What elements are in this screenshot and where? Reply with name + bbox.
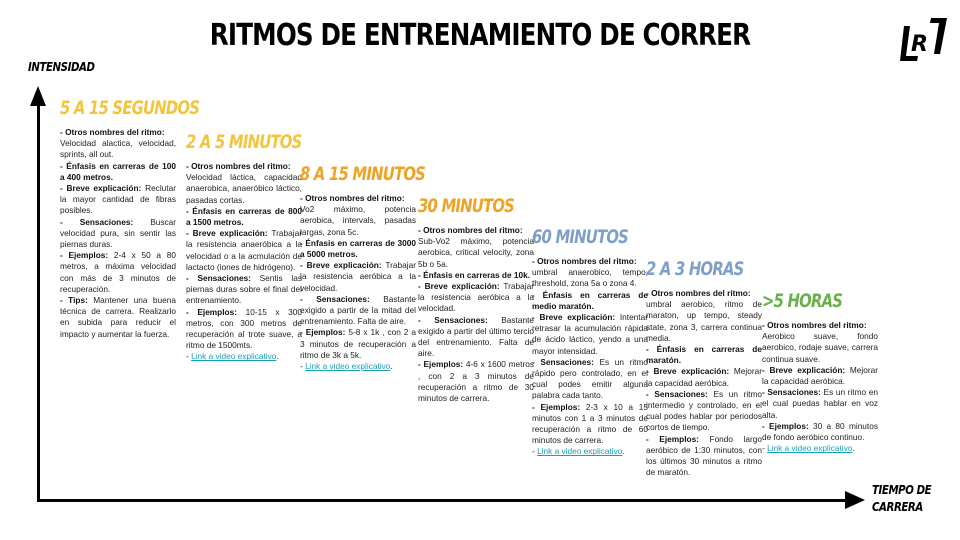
breve-label: - Breve explicación: xyxy=(186,228,268,239)
sensaciones xyxy=(418,315,534,360)
sensaciones-label: - Sensaciones: xyxy=(418,314,488,325)
enfasis xyxy=(300,238,416,260)
otros-nombres xyxy=(532,256,648,290)
otros-label: - Otros nombres del ritmo: xyxy=(762,320,867,330)
pace-heading: 2 A 5 MINUTOS xyxy=(186,131,302,153)
breve-explicacion xyxy=(762,365,878,387)
enfasis xyxy=(646,344,762,366)
y-axis-label: INTENSIDAD xyxy=(28,60,95,74)
breve-explicacion xyxy=(300,260,416,294)
link-prefix: - xyxy=(532,446,538,457)
ejemplos-text: 5-8 x 1k , con 2 a 3 minutos de recuperación a ritmo de 3k a 5k. xyxy=(300,327,417,360)
breve-label: - Breve explicación: xyxy=(300,260,382,271)
breve-label: - Breve explicación: xyxy=(418,281,500,292)
video-link-row xyxy=(186,351,302,362)
sensaciones-text: Sentis las piernas duras sobre el final del entrenamiento. xyxy=(186,273,302,306)
breve-explicacion xyxy=(418,281,534,315)
video-link[interactable]: Link a video explicativo xyxy=(537,446,623,457)
breve-explicacion xyxy=(646,366,762,388)
breve-text: Mejorar la capacidad aeróbica. xyxy=(762,364,878,387)
link-prefix: - xyxy=(762,443,768,454)
link-suffix: . xyxy=(390,361,393,372)
otros-nombres xyxy=(762,320,878,365)
ejemplos-label: - Ejemplos: xyxy=(646,433,699,444)
x-axis-label-line1: TIEMPO DE xyxy=(872,483,932,497)
pace-column xyxy=(418,195,534,404)
video-link-row xyxy=(762,443,878,454)
sensaciones-text: Es un ritmo en el cual puedas hablar en voz alta. xyxy=(762,387,878,420)
breve-text: Trabajar la resistencia aeróbica a la velocidad. xyxy=(300,260,416,293)
pace-heading: 5 A 15 SEGUNDOS xyxy=(60,97,200,119)
otros-text: Vo2 máximo, potencia aerobica, intervals, pasadas largas, zona 5c. xyxy=(300,204,416,237)
pace-column xyxy=(186,131,302,363)
ejemplos-label: - Ejemplos: xyxy=(532,401,581,412)
tips-text: Mantener una buena técnica de carrera. Realizarlo en subida para reducir el impacto y aumentar la fuerza. xyxy=(60,295,176,339)
breve-label: - Breve explicación: xyxy=(762,364,846,375)
video-link[interactable]: Link a video explicativo xyxy=(191,351,277,362)
enfasis-text: - Énfasis en carreras de 10k. xyxy=(418,269,531,280)
tips-label: - Tips: xyxy=(60,295,88,306)
pace-heading: 60 MINUTOS xyxy=(532,226,629,248)
enfasis xyxy=(532,290,648,312)
pace-column xyxy=(532,226,648,458)
ejemplos-text: Fondo largo aeróbico de 1:30 minutos, con los últimos 30 minutos a ritmo de maratón. xyxy=(646,433,763,478)
otros-nombres xyxy=(186,161,302,206)
breve-explicacion xyxy=(186,228,302,273)
otros-nombres xyxy=(60,127,176,161)
otros-text: Velocidad láctica, capacidad anaerobica, anaeróbico láctico, pasadas cortas. xyxy=(186,172,302,205)
otros-text: Velocidad alactica, velocidad, sprints, all out. xyxy=(60,138,176,160)
sensaciones-label: - Sensaciones: xyxy=(186,273,251,284)
breve-label: - Breve explicación: xyxy=(60,183,142,194)
ejemplos-label: - Ejemplos: xyxy=(762,420,809,431)
pace-heading: >5 HORAS xyxy=(762,290,843,312)
sensaciones-label: - Sensaciones: xyxy=(762,387,821,398)
x-axis-label xyxy=(872,482,931,516)
ejemplos-label: - Ejemplos: xyxy=(300,327,346,338)
breve-text: Trabajar la resistencia aeróbica a la velocidad. xyxy=(418,281,534,314)
enfasis-text: - Énfasis en carreras de 100 a 400 metros. xyxy=(60,160,176,182)
pace-column xyxy=(300,163,426,372)
video-link[interactable]: Link a video explicativo xyxy=(767,443,853,454)
video-link-row xyxy=(532,446,648,457)
sensaciones xyxy=(300,294,416,328)
enfasis-text: - Énfasis en carreras de medio maratón. xyxy=(532,289,648,311)
pace-heading: 2 A 3 HORAS xyxy=(646,258,744,280)
breve-text: Mejorar la capacidad aeróbica. xyxy=(646,366,762,388)
x-axis-arrow-icon xyxy=(845,491,865,509)
otros-nombres xyxy=(646,288,762,344)
link-prefix: - xyxy=(186,351,192,362)
ejemplos-label: - Ejemplos: xyxy=(418,359,464,370)
lr7-logo-icon xyxy=(898,12,950,64)
sensaciones xyxy=(762,387,878,421)
sensaciones xyxy=(186,273,302,307)
ejemplos-text: 30 a 80 minutos de fondo aeróbico continuo. xyxy=(762,420,878,443)
otros-label: - Otros nombres del ritmo: xyxy=(300,193,405,203)
sensaciones-text: Es un ritmo intermedio y controlado, en el cual podes hablar por periodos cortos de tiempo. xyxy=(646,388,763,433)
pace-heading: 8 A 15 MINUTOS xyxy=(300,163,426,185)
otros-label: - Otros nombres del ritmo: xyxy=(418,225,523,235)
otros-label: - Otros nombres del ritmo: xyxy=(532,256,637,266)
otros-label: - Otros nombres del ritmo: xyxy=(646,288,751,298)
sensaciones-label: - Sensaciones: xyxy=(646,388,708,399)
ejemplos xyxy=(762,421,878,443)
page-title: RITMOS DE ENTRENAMIENTO DE CORRER xyxy=(209,18,751,53)
otros-nombres xyxy=(418,225,534,270)
link-suffix: . xyxy=(276,351,279,362)
ejemplos xyxy=(418,359,534,404)
pace-column xyxy=(762,290,878,454)
enfasis xyxy=(60,161,176,183)
enfasis-text: - Énfasis en carreras de 800 a 1500 metros. xyxy=(186,205,302,228)
otros-text: umbral aerobico, ritmo de maraton, up tempo, steady state, zona 3, carrera continua media. xyxy=(646,299,762,343)
svg-text:R: R xyxy=(911,32,928,57)
otros-label: - Otros nombres del ritmo: xyxy=(60,127,165,137)
link-suffix: . xyxy=(852,443,855,454)
x-axis-label-line2: CARRERA xyxy=(872,500,923,514)
breve-label: - Breve explicación: xyxy=(646,366,730,377)
tips xyxy=(60,295,176,340)
enfasis-text: - Énfasis en carreras de 3000 a 5000 metros. xyxy=(300,237,416,260)
ejemplos-label: - Ejemplos: xyxy=(60,250,109,261)
ejemplos-label: - Ejemplos: xyxy=(186,306,238,317)
enfasis xyxy=(186,206,302,228)
pace-heading: 30 MINUTOS xyxy=(418,195,515,217)
ejemplos-text: 2-3 x 10 a 15 minutos con 1 a 3 minutos de recuperación a ritmo de 60 minutos de carrera. xyxy=(532,401,648,446)
breve-label: - Breve explicación: xyxy=(532,312,616,323)
ejemplos xyxy=(532,402,648,447)
breve-explicacion xyxy=(532,312,648,357)
pace-column xyxy=(60,97,200,340)
sensaciones-text: Bastante exigido a partir de la mitad del entrenamiento. Falta de aire. xyxy=(300,293,417,327)
sensaciones-label: - Sensaciones: xyxy=(532,356,594,367)
sensaciones xyxy=(532,357,648,402)
sensaciones xyxy=(646,389,762,434)
sensaciones xyxy=(60,217,176,251)
breve-text: Intentar retrasar la acumulación rápida de ácido láctico, yendo a una mayor intensidad. xyxy=(532,312,648,356)
y-axis-line xyxy=(37,102,40,502)
otros-nombres xyxy=(300,193,416,238)
otros-text: Aerobico suave, fondo aerobico, rodaje suave, carrera continua suave. xyxy=(762,331,878,364)
breve-explicacion xyxy=(60,183,176,217)
ejemplos xyxy=(300,327,416,361)
ejemplos xyxy=(186,307,302,352)
ejemplos xyxy=(60,250,176,295)
ejemplos xyxy=(646,434,762,479)
link-suffix: . xyxy=(622,446,625,457)
sensaciones-text: Buscar velocidad pura, sin sentir las piernas duras. xyxy=(60,216,177,250)
ejemplos-text: 4-6 x 1600 metros , con 2 a 3 minutos de recuperación a ritmo de 30 minutos de carrera. xyxy=(418,359,535,404)
x-axis-line xyxy=(37,499,847,502)
sensaciones-label: - Sensaciones: xyxy=(60,216,134,227)
sensaciones-text: Bastante exigido a partir del último tercio del entrenamiento. Falta de aire. xyxy=(418,314,535,359)
link-prefix: - xyxy=(300,361,306,372)
sensaciones-text: Es un ritmo rápido pero controlado, en el cual podes emitir alguna palabra cada tanto. xyxy=(532,356,649,401)
otros-label: - Otros nombres del ritmo: xyxy=(186,161,291,171)
otros-text: Sub-Vo2 máximo, potencia aerobica, critical velocity, zona 5b o 5a. xyxy=(418,236,534,269)
breve-text: Reclutar la mayor cantidad de fibras posibles. xyxy=(60,183,176,216)
video-link[interactable]: Link a video explicativo xyxy=(305,361,391,372)
sensaciones-label: - Sensaciones: xyxy=(300,293,370,304)
enfasis-text: - Énfasis en carreras de maratón. xyxy=(646,344,762,366)
pace-column xyxy=(646,258,762,478)
otros-text: umbral anaerobico, tempo, threshold, zona 5a o zona 4. xyxy=(532,267,648,289)
breve-text: Trabajar la resistencia anaeróbica a la velocidad o a la acmulación de lactacto (iones de hidrógeno). xyxy=(186,228,302,272)
enfasis xyxy=(418,270,534,281)
ejemplos-text: 10-15 x 300 metros, con 300 metros de recuperación al trote suave, a ritmo de 1500mts. xyxy=(186,306,303,351)
ejemplos-text: 2-4 x 50 a 80 metros, a máxima velocidad con más de 3 minutos de recuperación. xyxy=(60,250,176,294)
video-link-row xyxy=(300,361,416,372)
